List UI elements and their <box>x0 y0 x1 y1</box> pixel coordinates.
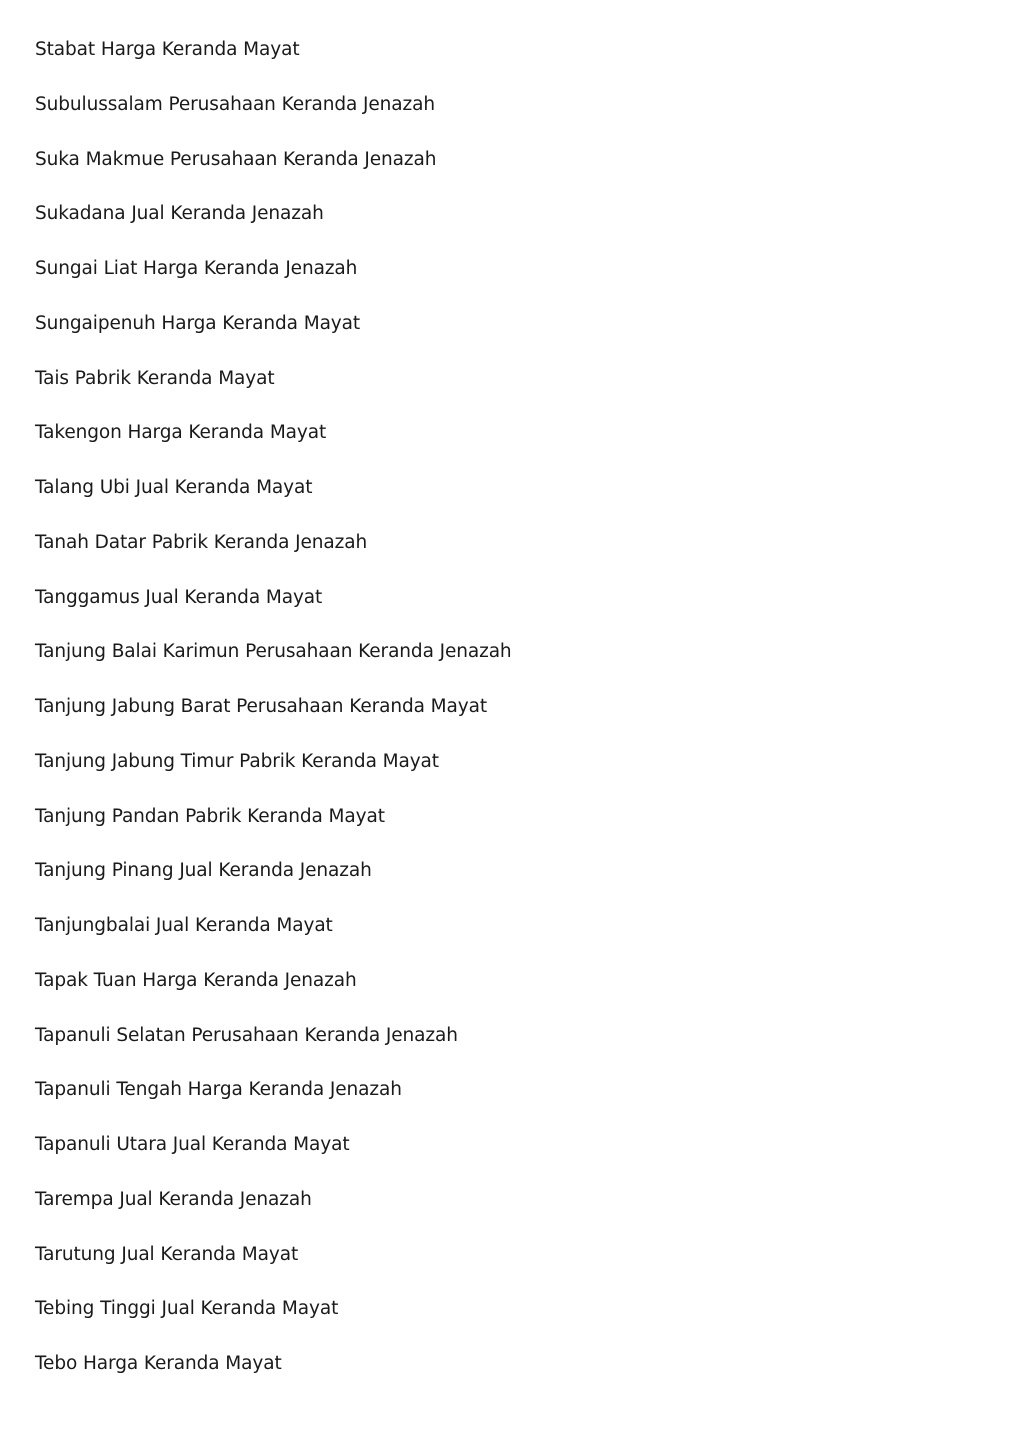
list-item: Tanjung Jabung Barat Perusahaan Keranda Mayat <box>35 696 487 717</box>
list-item: Tapanuli Tengah Harga Keranda Jenazah <box>35 1079 402 1101</box>
list-item: Tanjung Pinang Jual Keranda Jenazah <box>35 860 372 882</box>
list-item: Suka Makmue Perusahaan Keranda Jenazah <box>35 148 437 170</box>
list-item: Tapak Tuan Harga Keranda Jenazah <box>35 969 357 991</box>
list-item: Tebo Harga Keranda Mayat <box>35 1353 282 1374</box>
list-item: Talang Ubi Jual Keranda Mayat <box>35 477 313 498</box>
list-item: Tapanuli Selatan Perusahaan Keranda Jenazah <box>35 1024 458 1046</box>
list-item: Sungaipenuh Harga Keranda Mayat <box>35 312 361 334</box>
list-item: Sungai Liat Harga Keranda Jenazah <box>35 258 358 279</box>
list-item: Tanggamus Jual Keranda Mayat <box>35 586 323 608</box>
list-item: Subulussalam Perusahaan Keranda Jenazah <box>35 93 435 115</box>
list-item: Takengon Harga Keranda Mayat <box>35 422 327 444</box>
list-item: Sukadana Jual Keranda Jenazah <box>35 203 324 225</box>
list-item: Tanjung Pandan Pabrik Keranda Mayat <box>35 805 385 827</box>
list-item: Tarempa Jual Keranda Jenazah <box>35 1188 312 1210</box>
keyword-list <box>35 36 512 1405</box>
list-item: Tarutung Jual Keranda Mayat <box>35 1243 299 1265</box>
list-item: Tanjungbalai Jual Keranda Mayat <box>35 915 333 936</box>
list-item: Tais Pabrik Keranda Mayat <box>35 367 275 389</box>
list-item: Tapanuli Utara Jual Keranda Mayat <box>35 1134 350 1155</box>
list-item: Stabat Harga Keranda Mayat <box>35 39 300 60</box>
list-item: Tanah Datar Pabrik Keranda Jenazah <box>35 531 368 553</box>
list-item: Tanjung Jabung Timur Pabrik Keranda Mayat <box>35 750 439 772</box>
list-item: Tebing Tinggi Jual Keranda Mayat <box>35 1298 339 1320</box>
list-item: Tanjung Balai Karimun Perusahaan Keranda Jenazah <box>35 641 512 663</box>
